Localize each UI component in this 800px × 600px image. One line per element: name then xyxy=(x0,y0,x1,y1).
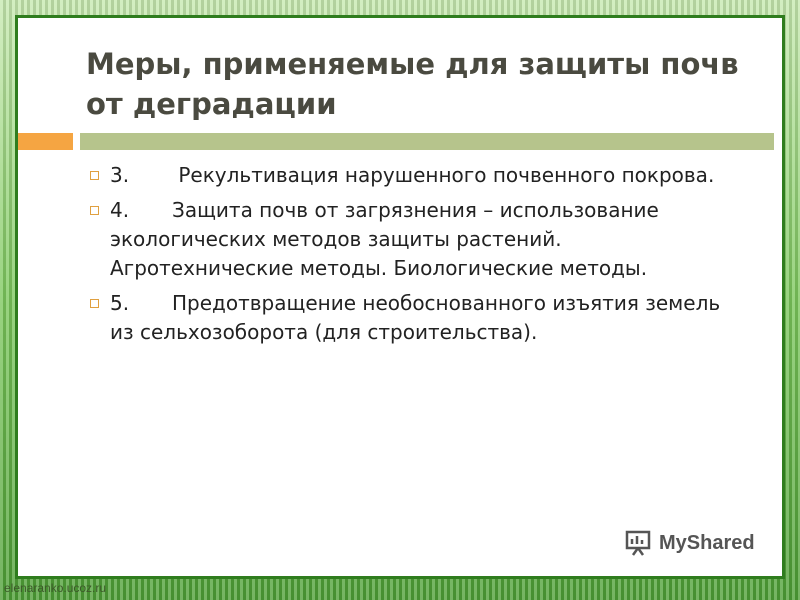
myshared-watermark xyxy=(625,528,755,558)
watermark-text: MyShared xyxy=(659,531,755,554)
square-bullet-icon xyxy=(90,206,99,215)
bullet-text: Предотвращение необоснованного изъятия земель из сельхозоборота (для строительства). xyxy=(110,291,721,344)
bullet-item xyxy=(80,289,750,347)
orange-accent-bar xyxy=(18,133,73,150)
bullet-text: Защита почв от загрязнения – использование экологических методов защиты растений. Агротехнические методы. Биологические методы. xyxy=(110,198,659,280)
bullet-item xyxy=(80,196,750,283)
bullet-number: 3. xyxy=(110,163,130,187)
square-bullet-icon xyxy=(90,171,99,180)
bullet-item xyxy=(80,161,750,190)
footer-source-text: elenaranko.ucoz.ru xyxy=(4,581,107,595)
bullet-text: Рекультивация нарушенного почвенного покрова. xyxy=(172,163,715,187)
slide xyxy=(15,15,785,579)
bullet-number: 4. xyxy=(110,198,130,222)
slide-title: Меры, применяемые для защиты почв от деградации xyxy=(86,47,739,121)
square-bullet-icon xyxy=(90,299,99,308)
bullet-number: 5. xyxy=(110,291,130,315)
presentation-icon xyxy=(625,530,653,556)
olive-divider-bar xyxy=(80,133,774,150)
bullet-list xyxy=(80,161,750,353)
